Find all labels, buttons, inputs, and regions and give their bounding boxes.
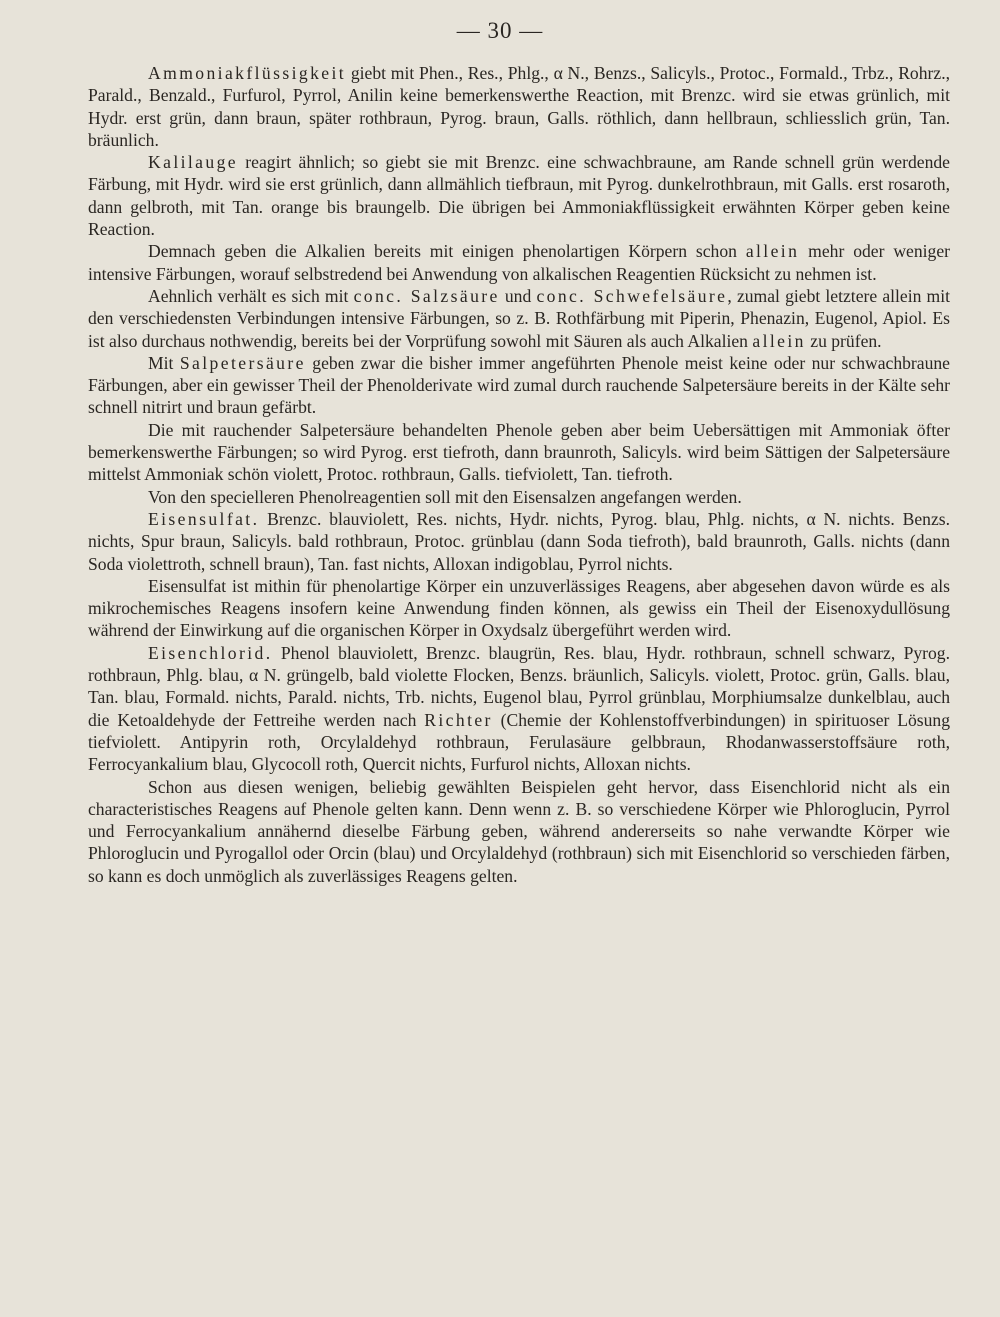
spaced-term: Eisensulfat. (148, 508, 260, 529)
text-segment: Demnach geben die Alkalien bereits mit einigen phenolartigen Körpern schon (148, 241, 746, 262)
text-segment: Von den specielleren Phenolreagentien soll mit den Eisensalzen angefangen werden. (148, 486, 742, 507)
spaced-term: Salpetersäure (179, 352, 306, 373)
spaced-term: Ammoniakflüssigkeit (148, 63, 347, 83)
paragraph (88, 352, 950, 419)
text-segment: geben zwar die bisher immer angeführten Phenole meist keine oder nur schwachbraune Färbungen, aber ein gewisser Theil der Phenolderivate wird zumal durch rauchende Salpetersäure bereits in der Kälte sehr schnell nitrirt und braun gefärbt. (88, 352, 950, 418)
spaced-term: conc. Schwefelsäure (536, 285, 728, 306)
spaced-term: allein (745, 241, 800, 262)
text-segment: , zumal giebt letztere allein mit den verschiedensten Verbindungen intensive Färbungen, so z. B. Rothfärbung mit Piperin, Phenazin, Eugenol, Apiol. Es ist also durchaus nothwendig, bereits bei der Vorprüfung sowohl mit Säuren als auch Alkalien (88, 285, 951, 351)
page-number: — 30 — (456, 18, 544, 43)
paragraph (88, 776, 950, 887)
text-segment: (Chemie der Kohlenstoffverbindungen) in spirituoser Lösung tiefviolett. Antipyrin roth, Orcylaldehyd rothbraun, Ferulasäure gelbbraun, Rhodanwasserstoffsäure roth, Ferrocyankalium blau, Glycocoll roth, Quercit nichts, Furfurol nichts, Alloxan nichts. (88, 709, 950, 775)
text-segment: Die mit rauchender Salpetersäure behandelten Phenole geben aber beim Uebersättigen mit Ammoniak öfter bemerkenswerthe Färbungen; so wird Pyrog. erst tiefroth, dann braunroth, Salicyls. wird beim Sättigen der Salpetersäure mittelst Ammoniak schön violett, Protoc. rothbraun, Galls. tiefviolett, Tan. tiefroth. (88, 419, 950, 485)
spaced-term: Eisenchlorid. (148, 642, 273, 663)
text-segment: Mit (148, 352, 180, 373)
spaced-term: conc. Salzsäure (353, 285, 500, 306)
text-segment: Schon aus diesen wenigen, beliebig gewählten Beispielen geht hervor, dass Eisenchlorid nicht als ein characteristisches Reagens auf Phenole gelten kann. Denn wenn z. B. so verschiedene Körper wie Phloroglucin, Pyrrol und Ferrocyankalium annähernd dieselbe Färbung geben, während andererseits so nahe verwandte Körper wie Phloroglucin und Pyrogallol oder Orcin (blau) und Orcylaldehyd (rothbraun) sich mit Eisenchlorid so verschieden färben, so kann es doch unmöglich als zuverlässiges Reagens gelten. (88, 776, 950, 886)
text-segment: zu prüfen. (805, 330, 882, 351)
text-segment: Brenzc. blauviolett, Res. nichts, Hydr. nichts, Pyrog. blau, Phlg. nichts, α N. nichts. Benzs. nichts, Spur braun, Salicyls. bald rothbraun, Protoc. grünblau (dann Soda tiefroth), bald braunroth, Galls. nichts (dann Soda violettroth, schnell braun), Tan. fast nichts, Alloxan indigoblau, Pyrrol nichts. (88, 508, 950, 574)
body-text (88, 62, 950, 887)
text-segment: und (499, 285, 537, 306)
text-segment: Eisensulfat ist mithin für phenolartige Körper ein unzuverlässiges Reagens, aber abgesehen davon würde es als mikrochemisches Reagens insofern keine Anwendung finden können, als gewiss ein Theil der Eisenoxydullösung während der Einwirkung auf die organischen Körper in Oxydsalz übergeführt werden wird. (88, 575, 950, 641)
paragraph (88, 285, 950, 352)
paragraph (88, 62, 950, 151)
spaced-term: Richter (424, 709, 493, 730)
paragraph (88, 240, 950, 285)
text-segment: mehr oder weniger intensive Färbungen, worauf selbstredend bei Anwendung von alkalischen Reagentien Rücksicht zu nehmen ist. (88, 241, 950, 284)
text-segment: giebt mit Phen., Res., Phlg., α N., Benzs., Salicyls., Protoc., Formald., Trbz., Rohrz., Parald., Benzald., Furfurol, Pyrrol, Anilin keine bemerkenswerthe Reaction, mit Brenzc. wird sie etwas grünlich, mit Hydr. erst grün, dann braun, später rothbraun, Pyrog. braun, Galls. röthlich, dann hellbraun, schliesslich grün, Tan. bräunlich. (88, 63, 950, 150)
paragraph (88, 575, 950, 642)
text-segment: Phenol blauviolett, Brenzc. blaugrün, Res. blau, Hydr. rothbraun, schnell schwarz, Pyrog. rothbraun, Phlg. blau, α N. grüngelb, bald violette Flocken, Benzs. bräunlich, Salicyls. violett, Protoc. grün, Galls. blau, Tan. blau, Formald. nichts, Parald. nichts, Trb. nichts, Eugenol blau, Pyrrol grünblau, Morphiumsalze dunkelblau, auch die Ketoaldehyde der Fettreihe werden nach (88, 642, 950, 730)
text-segment: reagirt ähnlich; so giebt sie mit Brenzc. eine schwachbraune, am Rande schnell grün werdende Färbung, mit Hydr. wird sie erst grünlich, dann allmählich tiefbraun, mit Pyrog. dunkelrothbraun, mit Galls. erst rosaroth, dann gelbroth, mit Tan. orange bis braungelb. Die übrigen bei Ammoniakflüssigkeit erwähnten Körper geben keine Reaction. (88, 152, 950, 240)
spaced-term: Kalilauge (148, 152, 238, 173)
paragraph (88, 486, 950, 508)
paragraph (88, 151, 950, 240)
paragraph (88, 419, 950, 486)
text-segment: Aehnlich verhält es sich mit (148, 285, 354, 306)
spaced-term: allein (752, 330, 806, 351)
paragraph (88, 642, 950, 776)
paragraph (88, 508, 950, 575)
